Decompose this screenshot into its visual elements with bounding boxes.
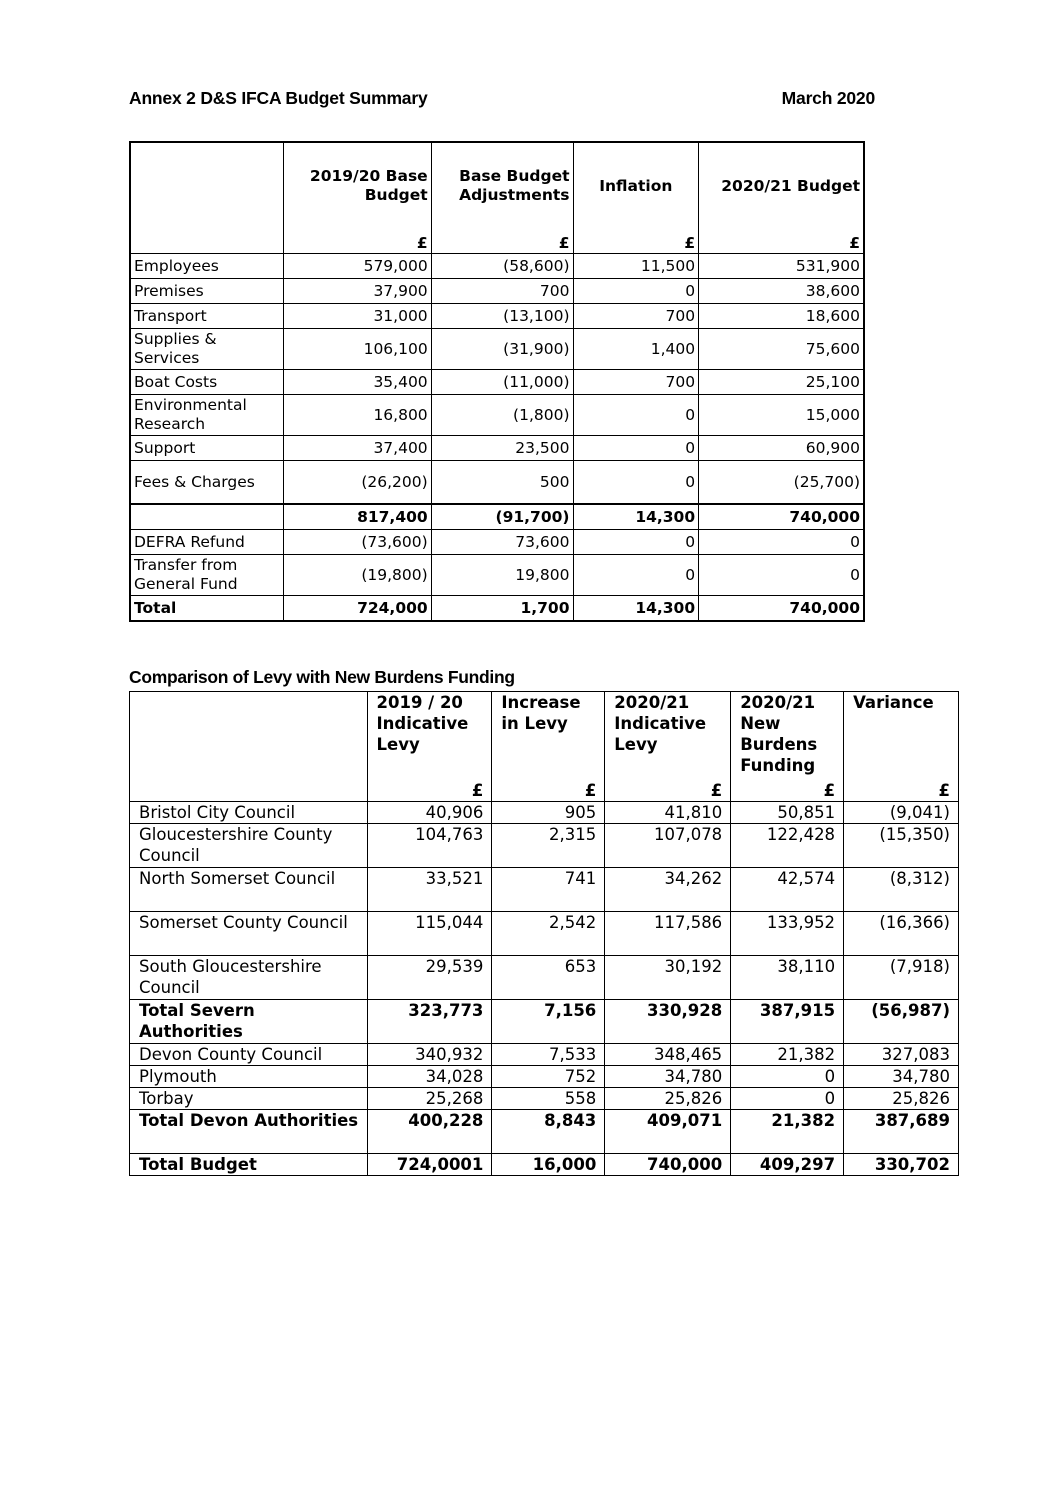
currency-symbol: £: [731, 780, 844, 802]
levy-cell: 330,702: [844, 1154, 959, 1176]
budget-row-label: Support: [130, 436, 284, 461]
levy-row: [130, 868, 959, 912]
page-title: Annex 2 D&S IFCA Budget Summary: [129, 88, 428, 108]
levy-cell: 21,382: [731, 1044, 844, 1066]
budget-row-label: Fees & Charges: [130, 461, 284, 505]
levy-cell: 0: [731, 1066, 844, 1088]
levy-row-label: Gloucestershire County Council: [130, 824, 368, 868]
budget-cell: 38,600: [699, 279, 864, 304]
levy-row-label: Somerset County Council: [130, 912, 368, 956]
budget-summary-table: [129, 141, 865, 622]
budget-cell: 35,400: [284, 370, 431, 395]
budget-cell: 817,400: [284, 504, 431, 530]
budget-header-inflation: Inflation: [573, 142, 699, 229]
budget-row: [130, 370, 864, 395]
budget-cell: 0: [573, 461, 699, 505]
currency-symbol: £: [367, 780, 492, 802]
levy-row-label: Total Budget: [130, 1154, 368, 1176]
budget-cell: 18,600: [699, 304, 864, 329]
budget-currency-row: [130, 229, 864, 254]
budget-cell: 14,300: [573, 504, 699, 530]
budget-cell: 37,400: [284, 436, 431, 461]
budget-cell: (31,900): [431, 329, 573, 370]
levy-cell: 8,843: [492, 1110, 605, 1154]
levy-cell: 905: [492, 802, 605, 824]
levy-cell: (15,350): [844, 824, 959, 868]
budget-cell: 14,300: [573, 596, 699, 622]
page-heading: [129, 88, 875, 109]
levy-row: [130, 956, 959, 1000]
levy-cell: 133,952: [731, 912, 844, 956]
budget-cell: (13,100): [431, 304, 573, 329]
budget-cell: 740,000: [699, 504, 864, 530]
budget-cell: 15,000: [699, 395, 864, 436]
levy-cell: 16,000: [492, 1154, 605, 1176]
budget-header-blank: [130, 142, 284, 229]
levy-cell: 724,0001: [367, 1154, 492, 1176]
budget-row-label: Supplies & Services: [130, 329, 284, 370]
levy-row-label: Devon County Council: [130, 1044, 368, 1066]
budget-cell: 0: [573, 555, 699, 596]
levy-row-label: North Somerset Council: [130, 868, 368, 912]
budget-cell: 0: [699, 530, 864, 555]
budget-row-label: Employees: [130, 254, 284, 279]
budget-row-label: Boat Costs: [130, 370, 284, 395]
budget-header-row: [130, 142, 864, 229]
budget-cell: 23,500: [431, 436, 573, 461]
levy-cell: 558: [492, 1088, 605, 1110]
budget-cell: 19,800: [431, 555, 573, 596]
levy-cell: 40,906: [367, 802, 492, 824]
budget-cell: 579,000: [284, 254, 431, 279]
levy-cell: 29,539: [367, 956, 492, 1000]
budget-cell: 0: [573, 530, 699, 555]
budget-row: [130, 254, 864, 279]
levy-cell: 400,228: [367, 1110, 492, 1154]
levy-cell: 42,574: [731, 868, 844, 912]
levy-cell: 348,465: [605, 1044, 731, 1066]
budget-row: [130, 329, 864, 370]
budget-row-label: Transport: [130, 304, 284, 329]
budget-row-label: Environmental Research: [130, 395, 284, 436]
levy-cell: 327,083: [844, 1044, 959, 1066]
budget-row: [130, 530, 864, 555]
budget-row: [130, 436, 864, 461]
levy-cell: 741: [492, 868, 605, 912]
levy-cell: 7,156: [492, 1000, 605, 1044]
levy-row: [130, 1110, 959, 1154]
levy-cell: 30,192: [605, 956, 731, 1000]
levy-cell: 409,071: [605, 1110, 731, 1154]
levy-cell: 122,428: [731, 824, 844, 868]
budget-cell: 106,100: [284, 329, 431, 370]
levy-header-new-burdens: 2020/21 New Burdens Funding: [731, 692, 844, 781]
budget-cell: 0: [699, 555, 864, 596]
budget-cell: (58,600): [431, 254, 573, 279]
levy-row-label: Plymouth: [130, 1066, 368, 1088]
budget-row: [130, 279, 864, 304]
levy-cell: 34,780: [844, 1066, 959, 1088]
levy-header-2021-levy: 2020/21 Indicative Levy: [605, 692, 731, 781]
currency-symbol: £: [699, 229, 864, 254]
levy-cell: 33,521: [367, 868, 492, 912]
levy-cell: 2,315: [492, 824, 605, 868]
levy-cell: 38,110: [731, 956, 844, 1000]
levy-row: [130, 1088, 959, 1110]
budget-cell: 700: [573, 370, 699, 395]
levy-cell: 21,382: [731, 1110, 844, 1154]
levy-cell: 50,851: [731, 802, 844, 824]
budget-row: [130, 304, 864, 329]
currency-symbol: £: [492, 780, 605, 802]
levy-cell: 387,689: [844, 1110, 959, 1154]
levy-cell: 7,533: [492, 1044, 605, 1066]
levy-cell: 409,297: [731, 1154, 844, 1176]
levy-comparison-table: [129, 691, 959, 1176]
levy-row: [130, 1000, 959, 1044]
budget-cell: 500: [431, 461, 573, 505]
levy-cell: 0: [731, 1088, 844, 1110]
levy-cell: (16,366): [844, 912, 959, 956]
levy-cell: 25,826: [844, 1088, 959, 1110]
levy-header-row: [130, 692, 959, 781]
levy-cell: 107,078: [605, 824, 731, 868]
levy-section-title: Comparison of Levy with New Burdens Funding: [129, 667, 515, 687]
levy-header-blank: [130, 692, 368, 781]
levy-cell: 387,915: [731, 1000, 844, 1044]
budget-currency-blank: [130, 229, 284, 254]
currency-symbol: £: [605, 780, 731, 802]
budget-cell: 73,600: [431, 530, 573, 555]
levy-cell: (9,041): [844, 802, 959, 824]
page-date: March 2020: [781, 88, 875, 108]
levy-cell: 25,826: [605, 1088, 731, 1110]
levy-cell: 340,932: [367, 1044, 492, 1066]
levy-row: [130, 824, 959, 868]
budget-cell: 11,500: [573, 254, 699, 279]
levy-cell: 41,810: [605, 802, 731, 824]
levy-row-label: South Gloucestershire Council: [130, 956, 368, 1000]
budget-cell: (91,700): [431, 504, 573, 530]
budget-row: [130, 596, 864, 622]
levy-cell: (56,987): [844, 1000, 959, 1044]
budget-cell: 740,000: [699, 596, 864, 622]
currency-symbol: £: [431, 229, 573, 254]
budget-row: [130, 395, 864, 436]
budget-cell: 75,600: [699, 329, 864, 370]
budget-cell: 700: [573, 304, 699, 329]
levy-header-increase: Increase in Levy: [492, 692, 605, 781]
levy-cell: 34,780: [605, 1066, 731, 1088]
budget-row: [130, 461, 864, 505]
levy-row-label: Bristol City Council: [130, 802, 368, 824]
currency-symbol: £: [284, 229, 431, 254]
budget-cell: 16,800: [284, 395, 431, 436]
levy-cell: 117,586: [605, 912, 731, 956]
budget-cell: (25,700): [699, 461, 864, 505]
budget-row-label: DEFRA Refund: [130, 530, 284, 555]
budget-cell: (73,600): [284, 530, 431, 555]
budget-cell: 37,900: [284, 279, 431, 304]
levy-cell: 323,773: [367, 1000, 492, 1044]
levy-cell: 34,028: [367, 1066, 492, 1088]
levy-row: [130, 802, 959, 824]
budget-cell: (19,800): [284, 555, 431, 596]
levy-row-label: Total Devon Authorities: [130, 1110, 368, 1154]
budget-cell: 25,100: [699, 370, 864, 395]
budget-row-label: Transfer from General Fund: [130, 555, 284, 596]
levy-cell: 653: [492, 956, 605, 1000]
budget-cell: 531,900: [699, 254, 864, 279]
budget-row-label: Premises: [130, 279, 284, 304]
levy-row: [130, 1044, 959, 1066]
budget-cell: 0: [573, 395, 699, 436]
levy-row-label: Total Severn Authorities: [130, 1000, 368, 1044]
budget-cell: 0: [573, 279, 699, 304]
levy-row: [130, 912, 959, 956]
budget-cell: 0: [573, 436, 699, 461]
levy-cell: (7,918): [844, 956, 959, 1000]
levy-row: [130, 1066, 959, 1088]
levy-cell: 34,262: [605, 868, 731, 912]
levy-cell: (8,312): [844, 868, 959, 912]
budget-cell: (11,000): [431, 370, 573, 395]
levy-header-variance: Variance: [844, 692, 959, 781]
currency-symbol: £: [573, 229, 699, 254]
budget-cell: (1,800): [431, 395, 573, 436]
levy-cell: 330,928: [605, 1000, 731, 1044]
budget-header-base: 2019/20 Base Budget: [284, 142, 431, 229]
levy-cell: 752: [492, 1066, 605, 1088]
levy-row-label: Torbay: [130, 1088, 368, 1110]
levy-cell: 115,044: [367, 912, 492, 956]
budget-cell: 700: [431, 279, 573, 304]
budget-cell: (26,200): [284, 461, 431, 505]
budget-cell: 1,400: [573, 329, 699, 370]
budget-row: [130, 555, 864, 596]
budget-cell: 1,700: [431, 596, 573, 622]
levy-cell: 2,542: [492, 912, 605, 956]
budget-cell: 724,000: [284, 596, 431, 622]
levy-header-2019-levy: 2019 / 20 Indicative Levy: [367, 692, 492, 781]
levy-row: [130, 1154, 959, 1176]
budget-cell: 60,900: [699, 436, 864, 461]
levy-currency-row: [130, 780, 959, 802]
budget-header-2021: 2020/21 Budget: [699, 142, 864, 229]
budget-cell: 31,000: [284, 304, 431, 329]
levy-currency-blank: [130, 780, 368, 802]
budget-row: [130, 504, 864, 530]
currency-symbol: £: [844, 780, 959, 802]
levy-cell: 104,763: [367, 824, 492, 868]
budget-header-adjustments: Base Budget Adjustments: [431, 142, 573, 229]
levy-cell: 740,000: [605, 1154, 731, 1176]
budget-row-label: Total: [130, 596, 284, 622]
budget-row-label: [130, 504, 284, 530]
levy-cell: 25,268: [367, 1088, 492, 1110]
